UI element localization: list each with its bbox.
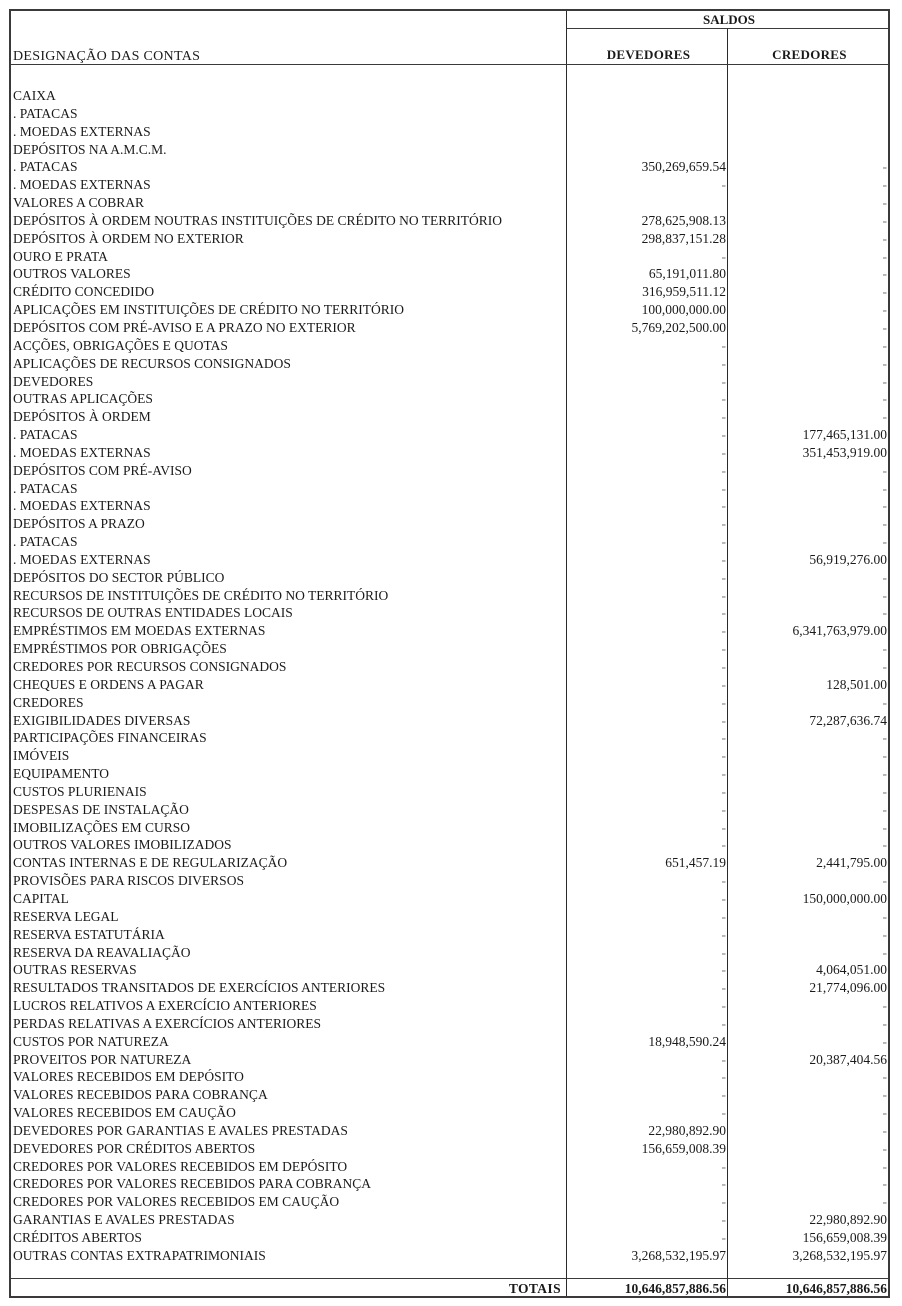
table-row (11, 854, 890, 872)
account-name: CUSTOS POR NATUREZA (13, 1033, 169, 1049)
table-row (11, 836, 890, 854)
debit-value: - (721, 587, 726, 603)
table-row (11, 694, 890, 712)
credit-value: - (882, 355, 887, 371)
table-row (11, 783, 890, 801)
table-row (11, 194, 890, 212)
credit-value: - (882, 284, 887, 300)
debit-value: - (721, 1069, 726, 1085)
table-row (11, 819, 890, 837)
account-name: DEPÓSITOS NA A.M.C.M. (13, 141, 167, 157)
designation-column-header: DESIGNAÇÃO DAS CONTAS (13, 49, 201, 64)
table-row (11, 890, 890, 908)
credit-value: - (882, 926, 887, 942)
table-row (11, 337, 890, 355)
credit-value: 2,441,795.00 (816, 855, 887, 871)
credit-value: - (882, 1087, 887, 1103)
table-row (11, 1229, 890, 1247)
debit-value: - (721, 248, 726, 264)
table-row (11, 979, 890, 997)
account-name: PROVISÕES PARA RISCOS DIVERSOS (13, 873, 244, 889)
table-row (11, 604, 890, 622)
credit-value: - (882, 1194, 887, 1210)
credit-value: - (882, 319, 887, 335)
account-name: IMOBILIZAÇÕES EM CURSO (13, 819, 191, 835)
account-name: OUTROS VALORES (13, 266, 131, 282)
account-name: PROVEITOS POR NATUREZA (13, 1051, 192, 1067)
account-name: EMPRÉSTIMOS POR OBRIGAÇÕES (13, 641, 227, 657)
debit-value: - (721, 659, 726, 674)
credit-value: 56,919,276.00 (809, 551, 887, 567)
credit-value: - (882, 659, 887, 674)
account-name: . MOEDAS EXTERNAS (13, 177, 151, 193)
table-row (11, 248, 890, 266)
table-row (11, 944, 890, 962)
debit-value: - (721, 908, 726, 924)
table-row (11, 1193, 890, 1211)
debit-value: - (721, 641, 726, 657)
table-row (11, 141, 890, 159)
table-row (11, 872, 890, 890)
account-name: CREDORES POR VALORES RECEBIDOS EM DEPÓSITO (13, 1158, 348, 1174)
account-name: . MOEDAS EXTERNAS (13, 498, 151, 514)
table-row (11, 462, 890, 480)
account-name: IMÓVEIS (13, 748, 70, 764)
credit-value: - (882, 730, 887, 746)
credit-value: - (882, 1033, 887, 1049)
debit-value: - (721, 1015, 726, 1031)
debit-value: - (721, 444, 726, 460)
credit-column-header: CREDORES (772, 47, 847, 62)
table-row (11, 480, 890, 498)
credit-value: - (882, 516, 887, 532)
credit-value: - (882, 783, 887, 799)
credit-value: - (882, 462, 887, 478)
debit-value: - (721, 926, 726, 942)
debit-value: - (721, 1158, 726, 1174)
table-row (11, 301, 890, 319)
totals-label: TOTAIS (508, 1281, 561, 1296)
table-row (11, 1104, 890, 1122)
totals-row (11, 1279, 890, 1298)
debit-value: - (721, 462, 726, 478)
credit-value: 351,453,919.00 (802, 444, 887, 460)
credit-value: - (882, 391, 887, 407)
table-row (11, 123, 890, 141)
debit-value: 278,625,908.13 (641, 212, 726, 228)
credit-value: - (882, 248, 887, 264)
credit-value: - (882, 373, 887, 389)
table-row (11, 373, 890, 391)
table-row (11, 533, 890, 551)
table-row (11, 551, 890, 569)
debit-value: - (721, 373, 726, 389)
table-row (11, 1051, 890, 1069)
table-row (11, 87, 890, 105)
credit-value: - (882, 409, 887, 425)
account-name: DEVEDORES POR GARANTIAS E AVALES PRESTADAS (13, 1122, 348, 1138)
debit-value: - (721, 980, 726, 996)
credit-value: - (882, 1069, 887, 1085)
credit-value: - (882, 748, 887, 764)
table-row (11, 765, 890, 783)
table-row (11, 1122, 890, 1140)
credit-value: - (882, 908, 887, 924)
table-row (11, 712, 890, 730)
table-row (11, 961, 890, 979)
account-name: OURO E PRATA (13, 248, 108, 264)
table-row (11, 801, 890, 819)
table-row (11, 1211, 890, 1229)
credit-value: 20,387,404.56 (809, 1051, 887, 1067)
credit-value: - (882, 1158, 887, 1174)
table-row (11, 997, 890, 1015)
credit-value: 4,064,051.00 (816, 962, 887, 978)
credit-value: 156,659,008.39 (802, 1230, 887, 1245)
credit-value: - (882, 998, 887, 1014)
account-name: CREDORES POR VALORES RECEBIDOS EM CAUÇÃO (13, 1194, 340, 1210)
account-name: VALORES RECEBIDOS EM CAUÇÃO (13, 1105, 236, 1121)
credit-value: - (882, 605, 887, 621)
credit-value: 177,465,131.00 (802, 427, 887, 443)
table-row (11, 426, 890, 444)
account-name: RESERVA ESTATUTÁRIA (13, 926, 165, 942)
totals-debit: 10,646,857,886.56 (624, 1281, 726, 1296)
debit-value: - (721, 1230, 726, 1245)
debit-value: 18,948,590.24 (648, 1033, 726, 1049)
debit-value: - (721, 676, 726, 692)
debit-value: - (721, 534, 726, 550)
debit-value: - (721, 944, 726, 960)
credit-value: - (882, 1122, 887, 1138)
table-row (11, 515, 890, 533)
account-name: . PATACAS (13, 427, 78, 443)
credit-value: - (882, 498, 887, 514)
table-row (11, 926, 890, 944)
credit-value: - (882, 569, 887, 585)
debit-value: 65,191,011.80 (648, 266, 726, 282)
table-row (11, 212, 890, 230)
balance-sheet-table (9, 9, 890, 1298)
debit-value: - (721, 766, 726, 782)
account-name: CHEQUES E ORDENS A PAGAR (13, 676, 204, 692)
table-row (11, 230, 890, 248)
account-name: . MOEDAS EXTERNAS (13, 444, 151, 460)
debit-value: - (721, 337, 726, 353)
debit-value: - (721, 1194, 726, 1210)
account-name: CUSTOS PLURIENAIS (13, 783, 147, 799)
table-row (11, 1068, 890, 1086)
account-name: VALORES A COBRAR (13, 195, 145, 211)
account-name: RECURSOS DE INSTITUIÇÕES DE CRÉDITO NO TERRITÓRIO (13, 587, 389, 603)
account-name: ACÇÕES, OBRIGAÇÕES E QUOTAS (13, 337, 228, 353)
debit-value: - (721, 1176, 726, 1192)
table-row (11, 1086, 890, 1104)
account-name: OUTROS VALORES IMOBILIZADOS (13, 837, 232, 853)
table-row (11, 622, 890, 640)
table-row (11, 176, 890, 194)
account-name: CONTAS INTERNAS E DE REGULARIZAÇÃO (13, 855, 288, 871)
debit-value: 651,457.19 (665, 855, 726, 871)
credit-value: - (882, 819, 887, 835)
table-row (11, 265, 890, 283)
debit-value: - (721, 391, 726, 407)
credit-value: 21,774,096.00 (809, 980, 887, 996)
debit-value: - (721, 1105, 726, 1121)
credit-value: 128,501.00 (826, 676, 887, 692)
account-name: PARTICIPAÇÕES FINANCEIRAS (13, 730, 207, 746)
debit-value: 156,659,008.39 (641, 1140, 726, 1156)
credit-value: - (882, 1140, 887, 1156)
account-name: VALORES RECEBIDOS EM DEPÓSITO (13, 1069, 244, 1085)
table-row (11, 390, 890, 408)
account-name: . PATACAS (13, 105, 78, 121)
debit-value: 350,269,659.54 (641, 159, 726, 175)
account-name: DEVEDORES (13, 373, 94, 389)
account-name: RECURSOS DE OUTRAS ENTIDADES LOCAIS (13, 605, 293, 621)
credit-value: - (882, 766, 887, 782)
table-row (11, 676, 890, 694)
account-name: DEPÓSITOS À ORDEM NO EXTERIOR (13, 230, 244, 246)
debit-value: - (721, 623, 726, 639)
account-name: DEPÓSITOS À ORDEM NOUTRAS INSTITUIÇÕES DE CRÉDITO NO TERRITÓRIO (13, 212, 503, 228)
credit-value: - (882, 480, 887, 496)
debit-value: 3,268,532,195.97 (631, 1247, 726, 1263)
debit-value: - (721, 1212, 726, 1228)
table-row (11, 1247, 890, 1265)
table-row (11, 1015, 890, 1033)
debit-value: - (721, 819, 726, 835)
debit-value: - (721, 801, 726, 817)
debit-value: - (721, 890, 726, 906)
debit-value: - (721, 837, 726, 853)
account-name: . MOEDAS EXTERNAS (13, 123, 151, 139)
account-name: CRÉDITO CONCEDIDO (13, 284, 155, 300)
debit-value: - (721, 748, 726, 764)
credit-value: - (882, 177, 887, 193)
credit-value: - (882, 337, 887, 353)
account-name: PERDAS RELATIVAS A EXERCÍCIOS ANTERIORES (13, 1015, 322, 1031)
debit-value: - (721, 694, 726, 710)
account-name: EQUIPAMENTO (13, 766, 110, 782)
table-row (11, 569, 890, 587)
account-name: OUTRAS CONTAS EXTRAPATRIMONIAIS (13, 1247, 266, 1263)
table-row (11, 105, 890, 123)
account-name: . PATACAS (13, 534, 78, 550)
account-name: APLICAÇÕES DE RECURSOS CONSIGNADOS (13, 355, 291, 371)
table-row (11, 283, 890, 301)
debit-value: 316,959,511.12 (642, 284, 726, 300)
account-name: DEPÓSITOS À ORDEM (13, 409, 151, 425)
table-row (11, 640, 890, 658)
table-row (11, 908, 890, 926)
account-name: CREDORES (13, 694, 84, 710)
table-row (11, 658, 890, 676)
debit-value: - (721, 551, 726, 567)
account-name: RESERVA LEGAL (13, 908, 119, 924)
debit-value: - (721, 998, 726, 1014)
account-name: . PATACAS (13, 159, 78, 175)
debit-value: 5,769,202,500.00 (631, 319, 726, 335)
debit-value: - (721, 783, 726, 799)
account-name: . PATACAS (13, 480, 78, 496)
table-row (11, 158, 890, 176)
table-row (11, 444, 890, 462)
table-row (11, 1175, 890, 1193)
debit-value: - (721, 730, 726, 746)
account-name: DEPÓSITOS DO SECTOR PÚBLICO (13, 569, 225, 585)
debit-value: - (721, 177, 726, 193)
debit-value: 22,980,892.90 (648, 1122, 726, 1138)
table-row (11, 1140, 890, 1158)
account-name: VALORES RECEBIDOS PARA COBRANÇA (13, 1087, 268, 1103)
saldos-group-header: SALDOS (702, 12, 756, 27)
debit-value: - (721, 605, 726, 621)
credit-value: - (882, 212, 887, 228)
credit-value: - (882, 694, 887, 710)
credit-value: - (882, 266, 887, 282)
table-row (11, 355, 890, 373)
account-name: EMPRÉSTIMOS EM MOEDAS EXTERNAS (13, 623, 266, 639)
account-name: LUCROS RELATIVOS A EXERCÍCIO ANTERIORES (13, 998, 317, 1014)
account-name: DEPÓSITOS COM PRÉ-AVISO (13, 462, 192, 478)
table-row (11, 587, 890, 605)
account-name: CREDORES POR RECURSOS CONSIGNADOS (13, 659, 287, 674)
totals-credit: 10,646,857,886.56 (785, 1281, 887, 1296)
debit-value: - (721, 427, 726, 443)
account-name: DEPÓSITOS COM PRÉ-AVISO E A PRAZO NO EXTERIOR (13, 319, 356, 335)
account-name: RESERVA DA REAVALIAÇÃO (13, 944, 191, 960)
debit-value: - (721, 498, 726, 514)
credit-value: - (882, 837, 887, 853)
credit-value: - (882, 195, 887, 211)
debit-value: - (721, 480, 726, 496)
account-name: CREDORES POR VALORES RECEBIDOS PARA COBRANÇA (13, 1176, 371, 1192)
credit-value: - (882, 944, 887, 960)
debit-value: - (721, 962, 726, 978)
credit-value: 22,980,892.90 (809, 1212, 887, 1228)
account-name: CAPITAL (13, 890, 69, 906)
credit-value: - (882, 587, 887, 603)
table-row (11, 319, 890, 337)
account-rows (11, 87, 890, 1265)
credit-value: 3,268,532,195.97 (792, 1247, 887, 1263)
debit-value: 298,837,151.28 (641, 230, 726, 246)
debit-value: - (721, 409, 726, 425)
table-row (11, 497, 890, 515)
account-name: DEPÓSITOS A PRAZO (13, 516, 145, 532)
debit-value: - (721, 355, 726, 371)
credit-value: - (882, 641, 887, 657)
credit-value: - (882, 1176, 887, 1192)
table-row (11, 747, 890, 765)
account-name: CAIXA (13, 88, 56, 103)
table-row (11, 1158, 890, 1176)
table-row (11, 408, 890, 426)
credit-value: 150,000,000.00 (802, 890, 887, 906)
account-name: EXIGIBILIDADES DIVERSAS (13, 712, 191, 728)
table-row (11, 729, 890, 747)
debit-value: 100,000,000.00 (641, 302, 726, 318)
debit-value: - (721, 712, 726, 728)
credit-value: - (882, 230, 887, 246)
account-name: OUTRAS RESERVAS (13, 962, 137, 978)
table-row (11, 1033, 890, 1051)
credit-value: - (882, 1105, 887, 1121)
credit-value: 72,287,636.74 (809, 712, 887, 728)
account-name: APLICAÇÕES EM INSTITUIÇÕES DE CRÉDITO NO TERRITÓRIO (13, 302, 404, 318)
account-name: CRÉDITOS ABERTOS (13, 1230, 142, 1245)
account-name: DEVEDORES POR CRÉDITOS ABERTOS (13, 1140, 256, 1156)
credit-value: - (882, 801, 887, 817)
debit-value: - (721, 516, 726, 532)
debit-value: - (721, 1087, 726, 1103)
debit-value: - (721, 1051, 726, 1067)
credit-value: - (882, 159, 887, 175)
account-name: RESULTADOS TRANSITADOS DE EXERCÍCIOS ANTERIORES (13, 980, 386, 996)
credit-value: - (882, 534, 887, 550)
account-name: GARANTIAS E AVALES PRESTADAS (13, 1212, 235, 1228)
debit-value: - (721, 569, 726, 585)
account-name: . MOEDAS EXTERNAS (13, 551, 151, 567)
account-name: DESPESAS DE INSTALAÇÃO (13, 801, 189, 817)
credit-value: - (882, 873, 887, 889)
debit-value: - (721, 873, 726, 889)
credit-value: - (882, 302, 887, 318)
account-name: OUTRAS APLICAÇÕES (13, 391, 153, 407)
debit-column-header: DEVEDORES (606, 47, 691, 62)
credit-value: 6,341,763,979.00 (792, 623, 887, 639)
credit-value: - (882, 1015, 887, 1031)
